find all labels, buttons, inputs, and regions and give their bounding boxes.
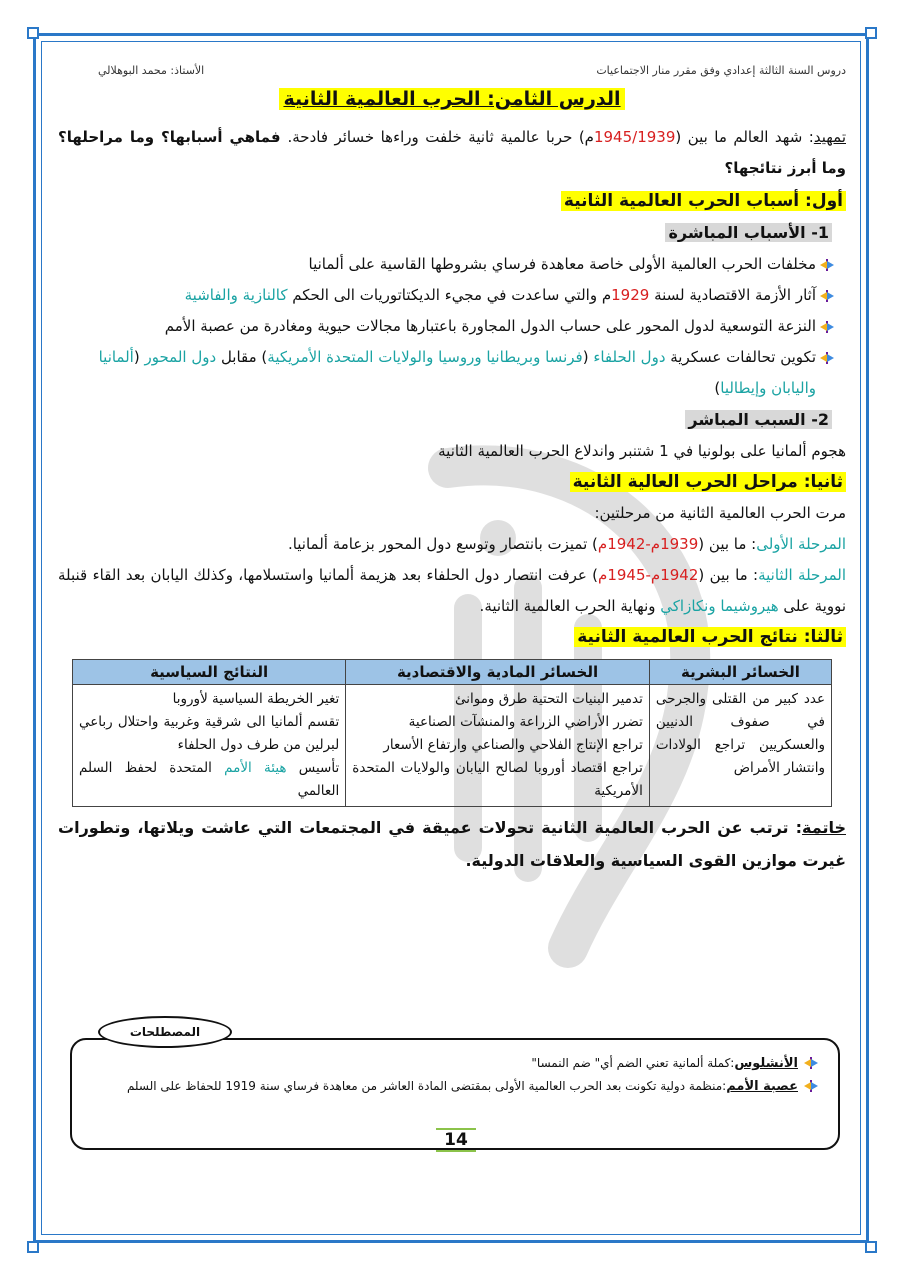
- subheading: 2- السبب المباشر: [58, 404, 846, 436]
- pointer-arrow-icon: [820, 289, 834, 303]
- pointer-arrow-icon: [820, 320, 834, 334]
- human-losses-cell: عدد كبير من القتلى والجرحى في صفوف الدنيين والعسكريين تراجع الولادات وانتشار الأمراض: [649, 685, 831, 807]
- intro-text: م) حربا عالمية ثانية خلفت وراءها خسائر فادحة.: [287, 128, 594, 146]
- stage-two: المرحلة الثانية: ما بين (1942م-1945م) عرفت انتصار دول الحلفاء بعد هزيمة ألمانيا واستسلامها، وكذلك اليابان بعد القاء قنبلة نووية على هيروشيما ونكازاكي ونهاية الحرب العالمية الثانية.: [58, 566, 847, 615]
- stage-one: المرحلة الأولى: ما بين (1939م-1942م) تميزت بانتصار وتوسع دول المحور بزعامة ألمانيا.: [287, 535, 846, 553]
- pointer-arrow-icon: [804, 1079, 818, 1093]
- cause-alliances: تكوين تحالفات عسكرية دول الحلفاء (فرنسا وبريطانيا وروسيا والولايات المتحدة الأمريكية) مقابل دول المحور (ألمانيا واليابان وإيطاليا): [98, 348, 816, 397]
- page-header: [58, 64, 846, 84]
- lesson-title: الدرس الثامن: الحرب العالمية الثانية: [58, 88, 846, 110]
- list-item: [58, 280, 846, 311]
- header-course: دروس السنة الثالثة إعدادي وفق مقرر منار الاجتماعيات: [596, 64, 846, 77]
- corner-ornament: [865, 27, 877, 39]
- pointer-arrow-icon: [820, 258, 834, 272]
- conclusion: خاتمة: ترتب عن الحرب العالمية الثانية تحولات عميقة في المجتمعات التي عاشت ويلاتها، وتطورات غيرت موازين القوى السياسية والعلاقات الدولية.: [58, 818, 846, 870]
- term-item: الأنشلوس:كملة ألمانية تعني الضم أي" ضم النمسا": [102, 1052, 818, 1075]
- political-results-cell: تغير الخريطة السياسية لأوروبا تقسم ألمانيا الى شرقية وغربية واحتلال رباعي لبرلين من طرف دول الحلفاء تأسيس هيئة الأمم المتحدة لحفظ السلم العالمي: [73, 685, 346, 807]
- stages-intro: مرت الحرب العالمية الثانية من مرحلتين:: [594, 504, 846, 522]
- intro-paragraph: [58, 122, 846, 184]
- material-losses-cell: تدمير البنيات التحتية طرق وموانئ تضرر الأراضي الزراعة والمنشآت الصناعية تراجع الإنتاج الفلاحي والصناعي وارتفاع الأسعار تراجع اقتصاد أوروبا لصالح اليابان والولايات المتحدة الأمريكية: [346, 685, 650, 807]
- term-item: عصبة الأمم:منظمة دولية تكونت بعد الحرب العالمية الأولى بمقتضى المادة العاشر من معاهدة فرساي سنة 1919 للحفاظ على السلم: [102, 1075, 818, 1098]
- pointer-arrow-icon: [804, 1056, 818, 1070]
- corner-ornament: [865, 1241, 877, 1253]
- pointer-arrow-icon: [820, 351, 834, 365]
- cause-expansion: النزعة التوسعية لدول المحور على حساب الدول المجاورة باعتبارها مجالات حيوية ومغادرة من عصبة الأمم: [164, 317, 816, 335]
- col-human-losses: الخسائر البشرية: [649, 660, 831, 685]
- page: [58, 58, 846, 1224]
- table-row: [73, 685, 832, 807]
- lesson-content: [58, 122, 846, 877]
- subheading: 1- الأسباب المباشرة: [58, 217, 846, 249]
- header-teacher: الأستاذ: محمد البوهلالي: [98, 64, 205, 77]
- cause-treaty: مخلفات الحرب العالمية الأولى خاصة معاهدة فرساي بشروطها القاسية على ألمانيا: [308, 255, 816, 273]
- intro-questions: فماهي أسبابها؟ وما مراحلها؟ وما أبرز نتائجها؟: [58, 128, 846, 177]
- section-heading: ثانيا: مراحل الحرب العالية الثانية: [58, 467, 846, 498]
- col-political-results: النتائج السياسية: [73, 660, 346, 685]
- corner-ornament: [27, 27, 39, 39]
- list-item: [58, 342, 846, 404]
- section-heading: أول: أسباب الحرب العالمية الثانية: [58, 186, 846, 217]
- page-number: 14: [436, 1128, 476, 1152]
- intro-label: تمهيد: [813, 128, 846, 146]
- intro-text: : شهد العالم ما بين (: [675, 128, 814, 146]
- list-item: [58, 311, 846, 342]
- section-heading: ثالثا: نتائج الحرب العالمية الثانية: [58, 622, 846, 653]
- col-material-losses: الخسائر المادية والاقتصادية: [346, 660, 650, 685]
- cause-crisis: آثار الأزمة الاقتصادية لسنة 1929م والتي ساعدت في مجيء الديكتاتوريات الى الحكم كالنازية والفاشية: [184, 286, 816, 304]
- results-table: [72, 659, 832, 807]
- direct-cause: هجوم ألمانيا على بولونيا في 1 شتنبر واندلاع الحرب العالمية الثانية: [438, 442, 846, 460]
- corner-ornament: [27, 1241, 39, 1253]
- list-item: [58, 249, 846, 280]
- intro-dates: 1945/1939: [593, 128, 676, 146]
- terms-label: المصطلحات: [98, 1016, 232, 1048]
